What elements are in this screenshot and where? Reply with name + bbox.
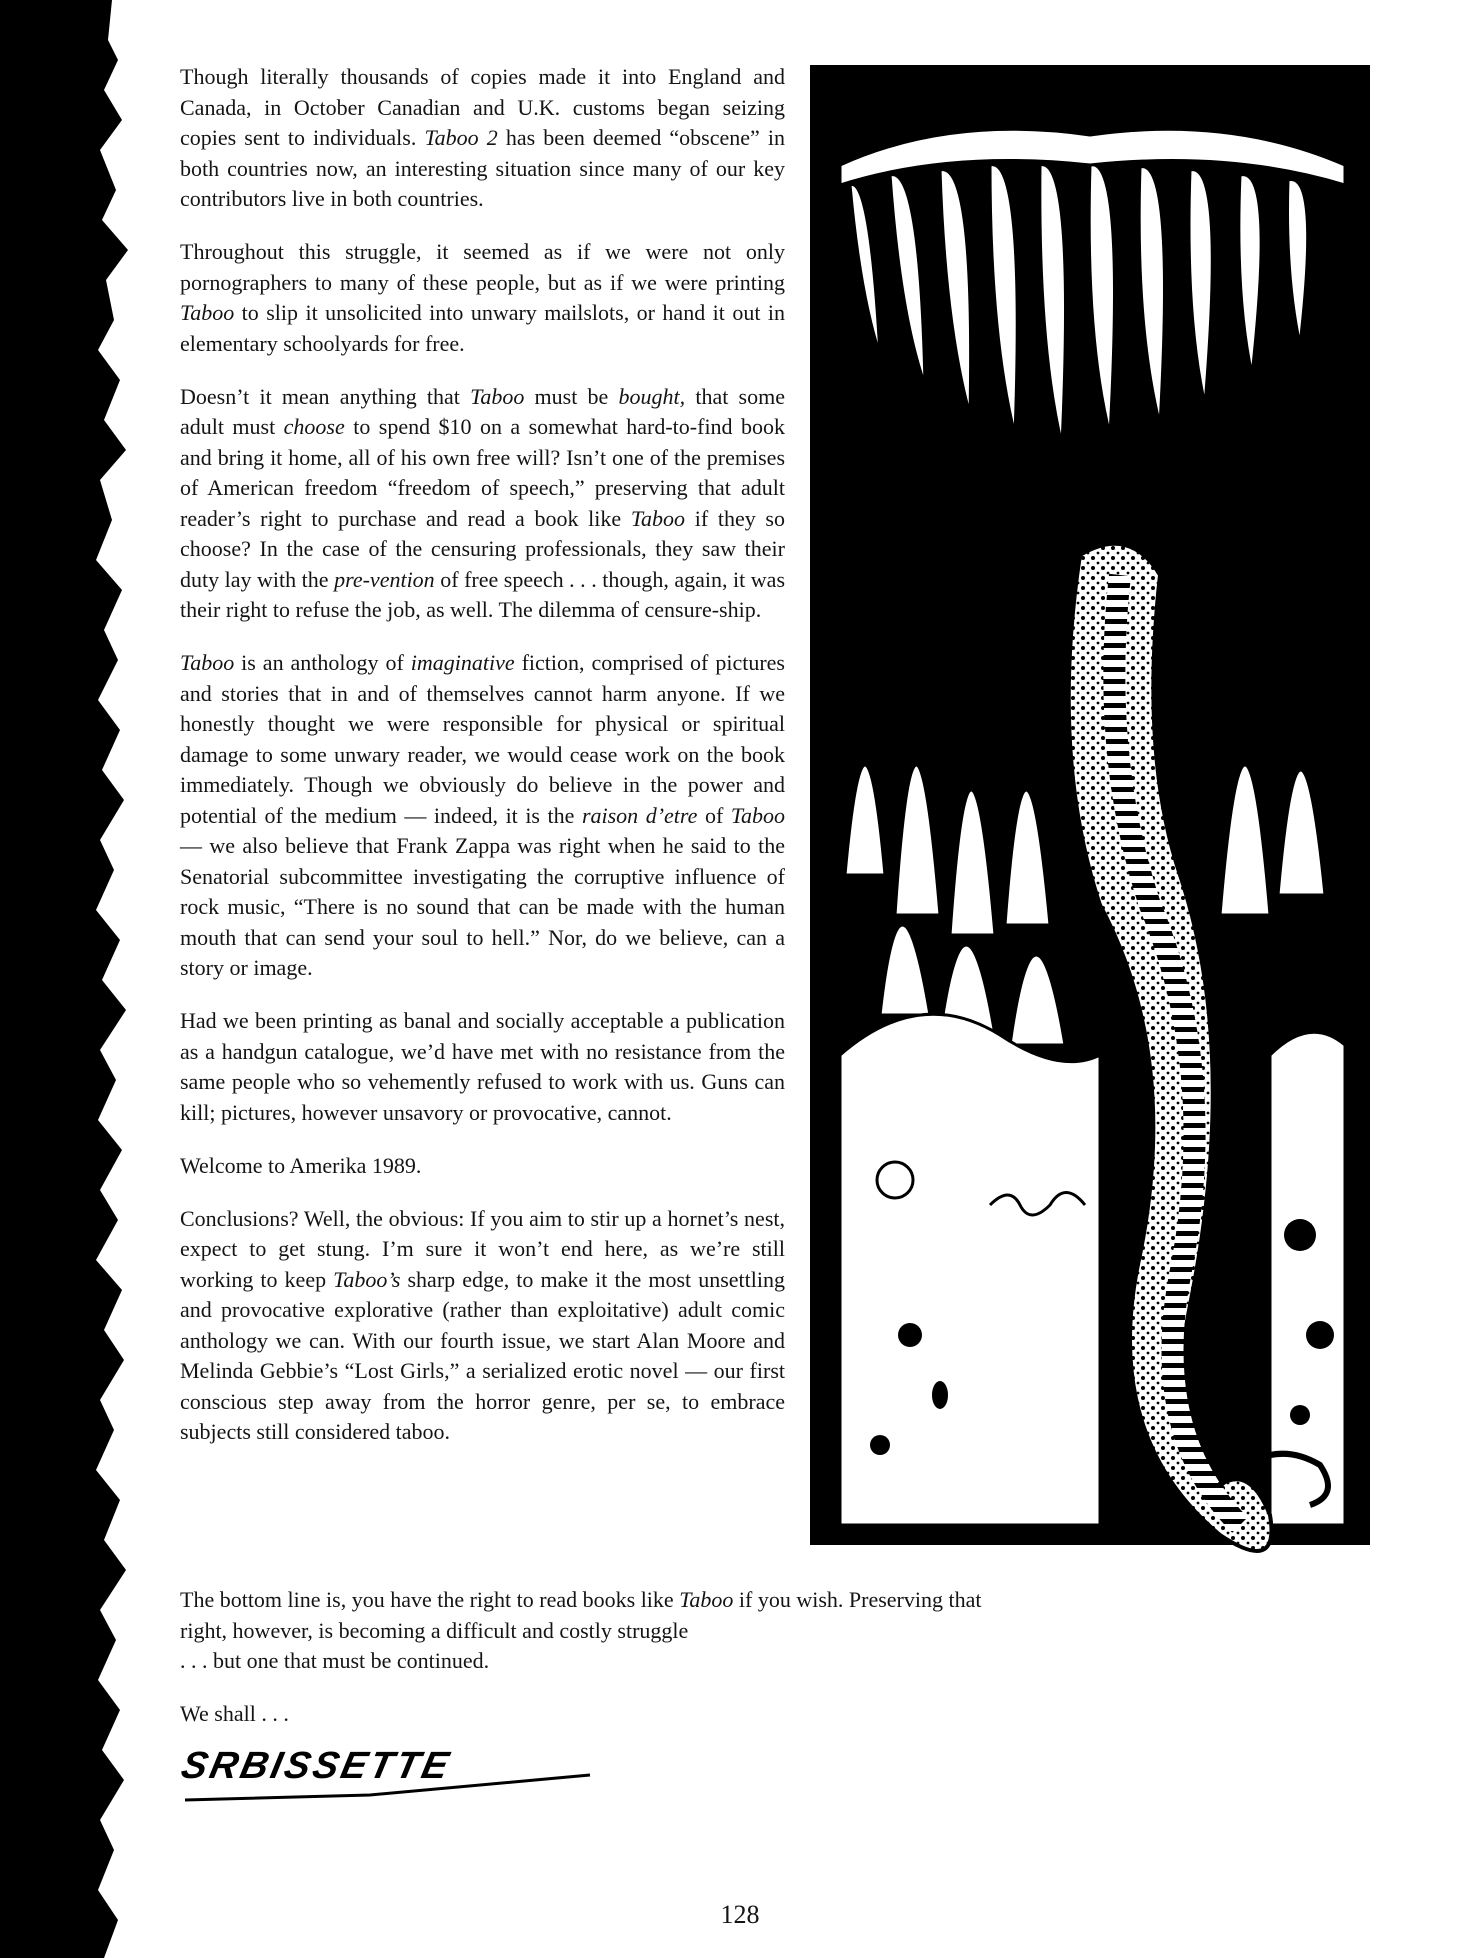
paragraph: Had we been printing as banal and socially acceptable a publication as a handgun catalogue, we’d have met with no resistance from the same people who so vehemently refused to work with us. Guns can kill; pictures, however unsavory or provocative, cannot. (180, 1008, 785, 1125)
paragraph: Conclusions? Well, the obvious: If you aim to stir up a hornet’s nest, expect to get stung. I’m sure it won’t end here, as we’re still working to keep Taboo’s sharp edge, to make it the most unsettling and provocative explorative (rather than exploitative) adult comic anthology we can. With our fourth issue, we start Alan Moore and Melinda Gebbie’s “Lost Girls,” a serialized erotic novel — our first conscious step away from the horror genre, per se, to embrace subjects still considered taboo. (180, 1205, 786, 1444)
paragraph: Taboo is an anthology of imaginative fiction, comprised of pictures and stories that in and of themselves cannot harm anyone. If we honestly thought we were responsible for physical or spiritual damage to some unwary reader, we would cease work on the book immediately. Though we obviously do believe in the power and potential of the medium — indeed, it is the raison d’etre of Taboo — we also believe that Frank Zappa was right when he said to the Senatorial subcommittee investigating the corruptive influence of rock music, “There is no sound that can be made with the human mouth that can send your soul to hell.” Nor, do we believe, can a story or image. (180, 650, 786, 980)
torn-page-edge (0, 0, 140, 1958)
article-body (180, 62, 785, 1470)
signature: SRBISSETTE (177, 1745, 456, 1787)
paragraph: Doesn’t it mean anything that Taboo must be bought, that some adult must choose to spend $10 on a somewhat hard-to-find book and bring it home, all of his own free will? Isn’t one of the premises of American freedom “freedom of speech,” preserving that adult reader’s right to purchase and read a book like Taboo if they so choose? In the case of the censuring professionals, they saw their duty lay with the pre-vention of free speech . . . though, again, it was their right to refuse the job, as well. The dilemma of censure-ship. (180, 383, 786, 622)
paragraph: Welcome to Amerika 1989. (180, 1152, 422, 1178)
paragraph: Though literally thousands of copies made it into England and Canada, in October Canadian and U.K. customs began seizing copies sent to individuals. Taboo 2 has been deemed “obscene” in both countries now, an interesting situation since many of our key contributors live in both countries. (180, 64, 786, 211)
paragraph: We shall . . . (180, 1701, 289, 1726)
monster-mouth-illustration (800, 55, 1380, 1615)
paragraph: The bottom line is, you have the right to read books like Taboo if you wish. Preserving that right, however, is becoming a difficult and costly struggle . . . but one that must be continued. (180, 1587, 982, 1673)
page-number: 128 (720, 1900, 760, 1929)
paragraph: Throughout this struggle, it seemed as if we were not only pornographers to many of these people, but as if we were printing Taboo to slip it unsolicited into unwary mailslots, or hand it out in elementary schoolyards for free. (180, 239, 785, 356)
